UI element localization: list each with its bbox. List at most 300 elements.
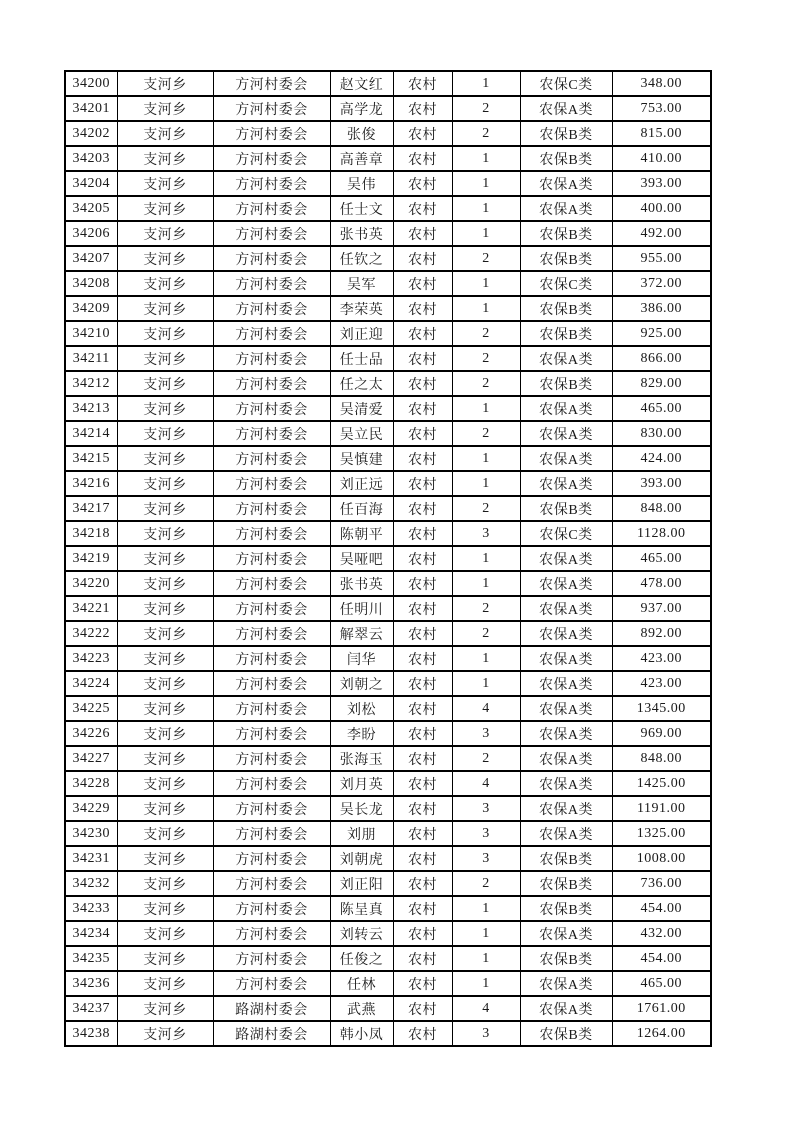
table-row — [65, 421, 711, 446]
cell-amount: 465.00 — [612, 546, 711, 571]
cell-person-name: 吴慎建 — [330, 446, 393, 471]
table-row — [65, 896, 711, 921]
cell-insurance-category: 农保A类 — [520, 196, 612, 221]
cell-township: 支河乡 — [117, 496, 213, 521]
table-row — [65, 871, 711, 896]
table-row — [65, 71, 711, 96]
cell-count: 2 — [452, 321, 520, 346]
cell-insurance-category: 农保B类 — [520, 121, 612, 146]
cell-township: 支河乡 — [117, 246, 213, 271]
cell-count: 1 — [452, 896, 520, 921]
cell-count: 3 — [452, 846, 520, 871]
cell-count: 3 — [452, 721, 520, 746]
cell-insurance-category: 农保B类 — [520, 1021, 612, 1046]
cell-person-name: 任之太 — [330, 371, 393, 396]
cell-amount: 348.00 — [612, 71, 711, 96]
cell-insurance-category: 农保A类 — [520, 671, 612, 696]
cell-township: 支河乡 — [117, 271, 213, 296]
cell-residence-type: 农村 — [393, 971, 452, 996]
cell-count: 1 — [452, 196, 520, 221]
cell-township: 支河乡 — [117, 521, 213, 546]
cell-township: 支河乡 — [117, 346, 213, 371]
cell-id: 34237 — [65, 996, 117, 1021]
table-row — [65, 746, 711, 771]
cell-insurance-category: 农保B类 — [520, 871, 612, 896]
cell-residence-type: 农村 — [393, 346, 452, 371]
table-row — [65, 121, 711, 146]
cell-person-name: 吴立民 — [330, 421, 393, 446]
table-row — [65, 921, 711, 946]
cell-amount: 937.00 — [612, 596, 711, 621]
cell-person-name: 刘正远 — [330, 471, 393, 496]
table-row — [65, 246, 711, 271]
cell-person-name: 刘正迎 — [330, 321, 393, 346]
cell-insurance-category: 农保B类 — [520, 371, 612, 396]
cell-insurance-category: 农保A类 — [520, 746, 612, 771]
cell-village-committee: 方河村委会 — [213, 796, 330, 821]
cell-count: 3 — [452, 796, 520, 821]
cell-amount: 478.00 — [612, 571, 711, 596]
table-row — [65, 146, 711, 171]
cell-village-committee: 方河村委会 — [213, 671, 330, 696]
cell-count: 2 — [452, 421, 520, 446]
cell-residence-type: 农村 — [393, 671, 452, 696]
cell-id: 34216 — [65, 471, 117, 496]
cell-count: 1 — [452, 671, 520, 696]
cell-township: 支河乡 — [117, 96, 213, 121]
cell-person-name: 吴哑吧 — [330, 546, 393, 571]
cell-insurance-category: 农保B类 — [520, 221, 612, 246]
cell-village-committee: 方河村委会 — [213, 921, 330, 946]
cell-residence-type: 农村 — [393, 146, 452, 171]
cell-id: 34233 — [65, 896, 117, 921]
cell-insurance-category: 农保B类 — [520, 946, 612, 971]
cell-id: 34235 — [65, 946, 117, 971]
table-row — [65, 796, 711, 821]
cell-amount: 955.00 — [612, 246, 711, 271]
cell-village-committee: 路湖村委会 — [213, 996, 330, 1021]
cell-township: 支河乡 — [117, 846, 213, 871]
cell-township: 支河乡 — [117, 596, 213, 621]
cell-township: 支河乡 — [117, 146, 213, 171]
cell-residence-type: 农村 — [393, 496, 452, 521]
cell-residence-type: 农村 — [393, 921, 452, 946]
cell-residence-type: 农村 — [393, 296, 452, 321]
cell-id: 34203 — [65, 146, 117, 171]
cell-village-committee: 方河村委会 — [213, 846, 330, 871]
cell-count: 1 — [452, 71, 520, 96]
table-row — [65, 346, 711, 371]
table-row — [65, 321, 711, 346]
cell-village-committee: 方河村委会 — [213, 896, 330, 921]
cell-residence-type: 农村 — [393, 321, 452, 346]
cell-insurance-category: 农保C类 — [520, 521, 612, 546]
cell-village-committee: 方河村委会 — [213, 471, 330, 496]
cell-township: 支河乡 — [117, 571, 213, 596]
cell-person-name: 刘朝虎 — [330, 846, 393, 871]
cell-amount: 423.00 — [612, 646, 711, 671]
cell-residence-type: 农村 — [393, 471, 452, 496]
cell-count: 4 — [452, 771, 520, 796]
cell-insurance-category: 农保A类 — [520, 796, 612, 821]
cell-amount: 393.00 — [612, 471, 711, 496]
cell-insurance-category: 农保A类 — [520, 396, 612, 421]
cell-residence-type: 农村 — [393, 396, 452, 421]
cell-township: 支河乡 — [117, 746, 213, 771]
cell-count: 1 — [452, 271, 520, 296]
cell-count: 1 — [452, 446, 520, 471]
cell-village-committee: 方河村委会 — [213, 771, 330, 796]
table-row — [65, 546, 711, 571]
table-row — [65, 846, 711, 871]
cell-village-committee: 方河村委会 — [213, 521, 330, 546]
table-row — [65, 671, 711, 696]
cell-amount: 925.00 — [612, 321, 711, 346]
cell-village-committee: 方河村委会 — [213, 171, 330, 196]
table-row — [65, 771, 711, 796]
cell-id: 34222 — [65, 621, 117, 646]
cell-id: 34217 — [65, 496, 117, 521]
cell-township: 支河乡 — [117, 996, 213, 1021]
cell-insurance-category: 农保A类 — [520, 821, 612, 846]
table-row — [65, 496, 711, 521]
cell-township: 支河乡 — [117, 371, 213, 396]
cell-residence-type: 农村 — [393, 846, 452, 871]
cell-village-committee: 方河村委会 — [213, 746, 330, 771]
cell-amount: 1325.00 — [612, 821, 711, 846]
cell-id: 34200 — [65, 71, 117, 96]
table-row — [65, 96, 711, 121]
cell-count: 2 — [452, 621, 520, 646]
cell-village-committee: 方河村委会 — [213, 346, 330, 371]
cell-count: 4 — [452, 996, 520, 1021]
cell-residence-type: 农村 — [393, 521, 452, 546]
cell-count: 2 — [452, 121, 520, 146]
cell-amount: 400.00 — [612, 196, 711, 221]
cell-id: 34212 — [65, 371, 117, 396]
cell-person-name: 吴长龙 — [330, 796, 393, 821]
table-row — [65, 571, 711, 596]
cell-person-name: 任百海 — [330, 496, 393, 521]
cell-residence-type: 农村 — [393, 646, 452, 671]
cell-insurance-category: 农保A类 — [520, 696, 612, 721]
cell-village-committee: 方河村委会 — [213, 596, 330, 621]
cell-count: 2 — [452, 246, 520, 271]
cell-village-committee: 方河村委会 — [213, 421, 330, 446]
cell-village-committee: 方河村委会 — [213, 496, 330, 521]
cell-township: 支河乡 — [117, 546, 213, 571]
cell-amount: 410.00 — [612, 146, 711, 171]
cell-insurance-category: 农保C类 — [520, 271, 612, 296]
cell-id: 34219 — [65, 546, 117, 571]
cell-person-name: 闫华 — [330, 646, 393, 671]
table-row — [65, 396, 711, 421]
cell-insurance-category: 农保C类 — [520, 71, 612, 96]
cell-village-committee: 方河村委会 — [213, 871, 330, 896]
cell-township: 支河乡 — [117, 646, 213, 671]
cell-village-committee: 方河村委会 — [213, 321, 330, 346]
cell-insurance-category: 农保B类 — [520, 846, 612, 871]
cell-id: 34210 — [65, 321, 117, 346]
cell-insurance-category: 农保A类 — [520, 421, 612, 446]
cell-id: 34229 — [65, 796, 117, 821]
cell-amount: 829.00 — [612, 371, 711, 396]
cell-amount: 866.00 — [612, 346, 711, 371]
cell-township: 支河乡 — [117, 121, 213, 146]
cell-township: 支河乡 — [117, 871, 213, 896]
cell-village-committee: 方河村委会 — [213, 946, 330, 971]
cell-residence-type: 农村 — [393, 821, 452, 846]
cell-count: 1 — [452, 171, 520, 196]
cell-residence-type: 农村 — [393, 421, 452, 446]
cell-id: 34214 — [65, 421, 117, 446]
cell-person-name: 解翠云 — [330, 621, 393, 646]
cell-village-committee: 方河村委会 — [213, 446, 330, 471]
cell-village-committee: 方河村委会 — [213, 96, 330, 121]
table-row — [65, 371, 711, 396]
cell-id: 34206 — [65, 221, 117, 246]
cell-village-committee: 方河村委会 — [213, 571, 330, 596]
cell-person-name: 张书英 — [330, 221, 393, 246]
cell-township: 支河乡 — [117, 1021, 213, 1046]
cell-person-name: 张书英 — [330, 571, 393, 596]
cell-township: 支河乡 — [117, 621, 213, 646]
cell-amount: 892.00 — [612, 621, 711, 646]
cell-person-name: 任明川 — [330, 596, 393, 621]
cell-township: 支河乡 — [117, 971, 213, 996]
cell-insurance-category: 农保B类 — [520, 496, 612, 521]
table-row — [65, 646, 711, 671]
cell-amount: 465.00 — [612, 971, 711, 996]
cell-township: 支河乡 — [117, 921, 213, 946]
cell-count: 1 — [452, 146, 520, 171]
insurance-records-table — [64, 70, 712, 1047]
cell-insurance-category: 农保A类 — [520, 996, 612, 1021]
cell-count: 3 — [452, 821, 520, 846]
cell-count: 1 — [452, 396, 520, 421]
cell-amount: 1761.00 — [612, 996, 711, 1021]
cell-id: 34207 — [65, 246, 117, 271]
cell-residence-type: 农村 — [393, 746, 452, 771]
table-row — [65, 521, 711, 546]
cell-village-committee: 方河村委会 — [213, 821, 330, 846]
cell-insurance-category: 农保A类 — [520, 971, 612, 996]
cell-village-committee: 方河村委会 — [213, 696, 330, 721]
cell-amount: 1425.00 — [612, 771, 711, 796]
cell-insurance-category: 农保A类 — [520, 596, 612, 621]
cell-amount: 1128.00 — [612, 521, 711, 546]
cell-township: 支河乡 — [117, 221, 213, 246]
cell-person-name: 吴军 — [330, 271, 393, 296]
cell-person-name: 任林 — [330, 971, 393, 996]
cell-residence-type: 农村 — [393, 96, 452, 121]
cell-village-committee: 方河村委会 — [213, 71, 330, 96]
cell-count: 1 — [452, 571, 520, 596]
cell-residence-type: 农村 — [393, 371, 452, 396]
cell-person-name: 任钦之 — [330, 246, 393, 271]
cell-person-name: 刘月英 — [330, 771, 393, 796]
cell-township: 支河乡 — [117, 821, 213, 846]
cell-person-name: 刘正阳 — [330, 871, 393, 896]
cell-count: 4 — [452, 696, 520, 721]
cell-person-name: 任士文 — [330, 196, 393, 221]
cell-village-committee: 方河村委会 — [213, 721, 330, 746]
table-row — [65, 271, 711, 296]
cell-id: 34215 — [65, 446, 117, 471]
cell-residence-type: 农村 — [393, 596, 452, 621]
cell-residence-type: 农村 — [393, 621, 452, 646]
cell-village-committee: 方河村委会 — [213, 646, 330, 671]
cell-id: 34238 — [65, 1021, 117, 1046]
cell-count: 3 — [452, 521, 520, 546]
table-row — [65, 721, 711, 746]
cell-amount: 454.00 — [612, 946, 711, 971]
cell-id: 34209 — [65, 296, 117, 321]
cell-residence-type: 农村 — [393, 996, 452, 1021]
cell-township: 支河乡 — [117, 321, 213, 346]
cell-residence-type: 农村 — [393, 446, 452, 471]
cell-amount: 1264.00 — [612, 1021, 711, 1046]
cell-insurance-category: 农保B类 — [520, 296, 612, 321]
cell-township: 支河乡 — [117, 696, 213, 721]
cell-id: 34220 — [65, 571, 117, 596]
cell-residence-type: 农村 — [393, 871, 452, 896]
cell-township: 支河乡 — [117, 896, 213, 921]
cell-id: 34204 — [65, 171, 117, 196]
cell-village-committee: 方河村委会 — [213, 396, 330, 421]
cell-insurance-category: 农保A类 — [520, 171, 612, 196]
cell-id: 34234 — [65, 921, 117, 946]
table-row — [65, 996, 711, 1021]
cell-village-committee: 路湖村委会 — [213, 1021, 330, 1046]
cell-amount: 848.00 — [612, 746, 711, 771]
cell-residence-type: 农村 — [393, 221, 452, 246]
cell-person-name: 刘朋 — [330, 821, 393, 846]
cell-residence-type: 农村 — [393, 271, 452, 296]
cell-amount: 848.00 — [612, 496, 711, 521]
cell-count: 2 — [452, 346, 520, 371]
cell-township: 支河乡 — [117, 796, 213, 821]
cell-residence-type: 农村 — [393, 246, 452, 271]
cell-residence-type: 农村 — [393, 721, 452, 746]
cell-insurance-category: 农保A类 — [520, 546, 612, 571]
cell-amount: 423.00 — [612, 671, 711, 696]
cell-residence-type: 农村 — [393, 946, 452, 971]
cell-residence-type: 农村 — [393, 196, 452, 221]
cell-id: 34224 — [65, 671, 117, 696]
cell-insurance-category: 农保A类 — [520, 646, 612, 671]
cell-id: 34208 — [65, 271, 117, 296]
cell-person-name: 张俊 — [330, 121, 393, 146]
cell-township: 支河乡 — [117, 471, 213, 496]
cell-id: 34226 — [65, 721, 117, 746]
cell-township: 支河乡 — [117, 671, 213, 696]
table-row — [65, 1021, 711, 1046]
cell-township: 支河乡 — [117, 171, 213, 196]
cell-id: 34202 — [65, 121, 117, 146]
table-row — [65, 596, 711, 621]
cell-person-name: 刘转云 — [330, 921, 393, 946]
cell-id: 34231 — [65, 846, 117, 871]
cell-insurance-category: 农保A类 — [520, 96, 612, 121]
cell-amount: 830.00 — [612, 421, 711, 446]
cell-person-name: 刘松 — [330, 696, 393, 721]
cell-id: 34230 — [65, 821, 117, 846]
cell-village-committee: 方河村委会 — [213, 546, 330, 571]
table-row — [65, 296, 711, 321]
cell-township: 支河乡 — [117, 946, 213, 971]
cell-count: 1 — [452, 971, 520, 996]
table-row — [65, 196, 711, 221]
table-row — [65, 171, 711, 196]
cell-person-name: 刘朝之 — [330, 671, 393, 696]
cell-residence-type: 农村 — [393, 171, 452, 196]
cell-insurance-category: 农保A类 — [520, 921, 612, 946]
cell-village-committee: 方河村委会 — [213, 146, 330, 171]
cell-id: 34213 — [65, 396, 117, 421]
cell-village-committee: 方河村委会 — [213, 246, 330, 271]
cell-count: 1 — [452, 921, 520, 946]
cell-amount: 753.00 — [612, 96, 711, 121]
cell-person-name: 陈朝平 — [330, 521, 393, 546]
cell-insurance-category: 农保B类 — [520, 246, 612, 271]
cell-amount: 465.00 — [612, 396, 711, 421]
cell-id: 34211 — [65, 346, 117, 371]
cell-person-name: 陈呈真 — [330, 896, 393, 921]
table-row — [65, 221, 711, 246]
cell-id: 34225 — [65, 696, 117, 721]
cell-residence-type: 农村 — [393, 1021, 452, 1046]
table-row — [65, 696, 711, 721]
cell-amount: 372.00 — [612, 271, 711, 296]
cell-count: 2 — [452, 496, 520, 521]
cell-person-name: 高学龙 — [330, 96, 393, 121]
cell-amount: 492.00 — [612, 221, 711, 246]
cell-amount: 815.00 — [612, 121, 711, 146]
cell-count: 1 — [452, 646, 520, 671]
cell-village-committee: 方河村委会 — [213, 196, 330, 221]
cell-village-committee: 方河村委会 — [213, 271, 330, 296]
cell-person-name: 任士品 — [330, 346, 393, 371]
cell-amount: 1191.00 — [612, 796, 711, 821]
cell-village-committee: 方河村委会 — [213, 621, 330, 646]
cell-township: 支河乡 — [117, 421, 213, 446]
cell-id: 34236 — [65, 971, 117, 996]
cell-person-name: 吴清爱 — [330, 396, 393, 421]
cell-amount: 424.00 — [612, 446, 711, 471]
cell-person-name: 任俊之 — [330, 946, 393, 971]
table-row — [65, 971, 711, 996]
cell-township: 支河乡 — [117, 771, 213, 796]
cell-residence-type: 农村 — [393, 896, 452, 921]
cell-amount: 1008.00 — [612, 846, 711, 871]
cell-insurance-category: 农保A类 — [520, 771, 612, 796]
table-row — [65, 946, 711, 971]
cell-count: 2 — [452, 371, 520, 396]
cell-township: 支河乡 — [117, 296, 213, 321]
cell-amount: 432.00 — [612, 921, 711, 946]
cell-id: 34223 — [65, 646, 117, 671]
cell-village-committee: 方河村委会 — [213, 371, 330, 396]
cell-id: 34205 — [65, 196, 117, 221]
cell-insurance-category: 农保A类 — [520, 446, 612, 471]
table-row — [65, 621, 711, 646]
cell-insurance-category: 农保A类 — [520, 346, 612, 371]
table-row — [65, 471, 711, 496]
cell-id: 34201 — [65, 96, 117, 121]
cell-id: 34232 — [65, 871, 117, 896]
cell-count: 2 — [452, 746, 520, 771]
